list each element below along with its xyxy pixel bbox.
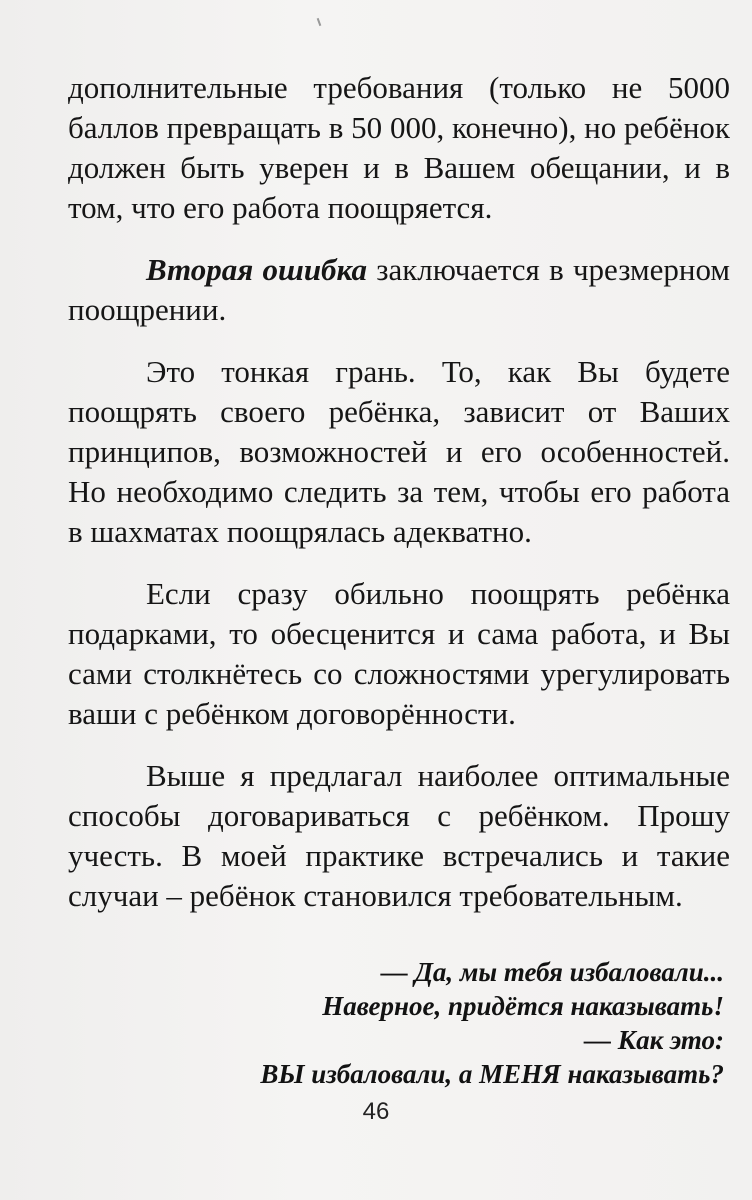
paragraph-4 [68, 574, 730, 734]
epigraph-line-2: Наверное, придётся наказывать! [322, 991, 724, 1021]
epigraph-line-3: — Как это: [584, 1025, 724, 1055]
epigraph [164, 955, 724, 1091]
paragraph-2-text: заключается в чрезмерном поощрении. [68, 252, 730, 327]
page-number: 46 [362, 1098, 390, 1125]
paragraph-5-text: Выше я предлагал наиболее оптимальные способы договариваться с ребёнком. Прошу учесть. В моей практике встречались и такие случаи – ребёнок становился требовательным. [68, 758, 730, 913]
body-text [68, 68, 730, 938]
epigraph-line-1: — Да, мы тебя избаловали... [380, 957, 724, 987]
paragraph-3-text: Это тонкая грань. То, как Вы будете поощрять своего ребёнка, зависит от Ваших принципов, возможностей и его особенностей. Но необходимо следить за тем, чтобы его работа в шахматах поощрялась адекватно. [68, 354, 730, 549]
epigraph-line-4: ВЫ избаловали, а МЕНЯ наказывать? [260, 1059, 724, 1089]
paragraph-2 [68, 250, 730, 330]
paper-speck [317, 18, 322, 26]
paragraph-5 [68, 756, 730, 916]
paragraph-2-lead: Вторая ошибка [146, 252, 367, 287]
paragraph-4-text: Если сразу обильно поощрять ребёнка подарками, то обесценится и сама работа, и Вы сами столкнётесь со сложностями урегулировать ваши с ребёнком договорённости. [68, 576, 730, 731]
paragraph-1 [68, 68, 730, 228]
paragraph-3 [68, 352, 730, 552]
paragraph-1-text: дополнительные требования (только не 5000 баллов превращать в 50 000, конечно), но ребёнок должен быть уверен и в Вашем обещании, и в том, что его работа поощряется. [68, 70, 730, 225]
